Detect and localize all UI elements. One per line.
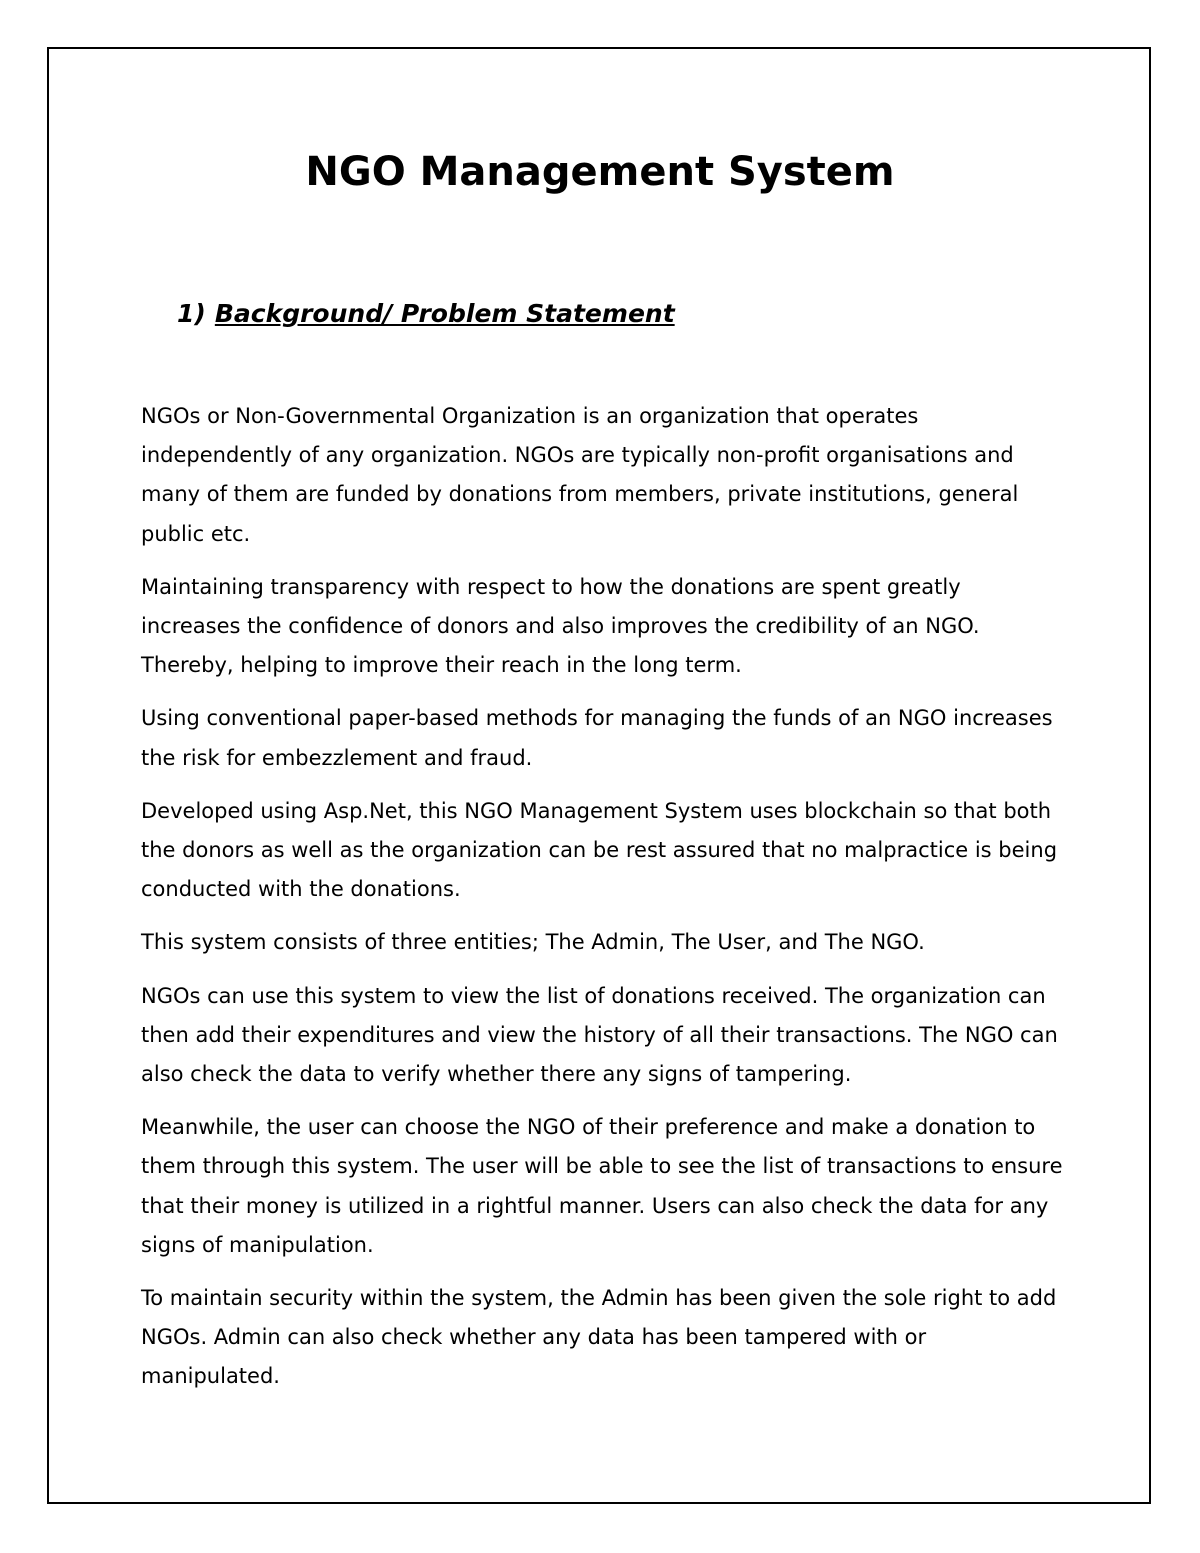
section-heading-label: Background/ Problem Statement <box>214 299 675 328</box>
body-text <box>141 397 1066 1411</box>
paragraph-admin-features: To maintain security within the system, the Admin has been given the sole right to add NGOs. Admin can also check whether any data has been tampered with or manipulated. <box>141 1286 1057 1389</box>
paragraph-paper-methods: Using conventional paper-based methods for managing the funds of an NGO increases the risk for embezzlement and fraud. <box>141 706 1053 770</box>
paragraph-ngo-definition: NGOs or Non-Governmental Organization is an organization that operates independently of any organization. NGOs are typically non-profit organisations and many of them are funded by donations from members, private institutions, general public etc. <box>141 404 1019 546</box>
paragraph-user-features: Meanwhile, the user can choose the NGO of their preference and make a donation to them through this system. The user will be able to see the list of transactions to ensure that their money is utilized in a rightful manner. Users can also check the data for any signs of manipulation. <box>141 1115 1063 1257</box>
paragraph-blockchain: Developed using Asp.Net, this NGO Management System uses blockchain so that both the donors as well as the organization can be rest assured that no malpractice is being conducted with the donations. <box>141 798 1058 902</box>
section-number: 1) <box>177 299 206 328</box>
paragraph-transparency: Maintaining transparency with respect to how the donations are spent greatly increases the confidence of donors and also improves the credibility of an NGO. Thereby, helping to improve their reach in the long term. <box>141 574 980 678</box>
document-title: NGO Management System <box>305 149 895 195</box>
section-heading <box>177 296 675 332</box>
paragraph-entities: This system consists of three entities; The Admin, The User, and The NGO. <box>141 930 925 955</box>
paragraph-ngo-features: NGOs can use this system to view the list of donations received. The organization can then add their expenditures and view the history of all their transactions. The NGO can also check the data to verify whether there any signs of tampering. <box>141 983 1058 1087</box>
